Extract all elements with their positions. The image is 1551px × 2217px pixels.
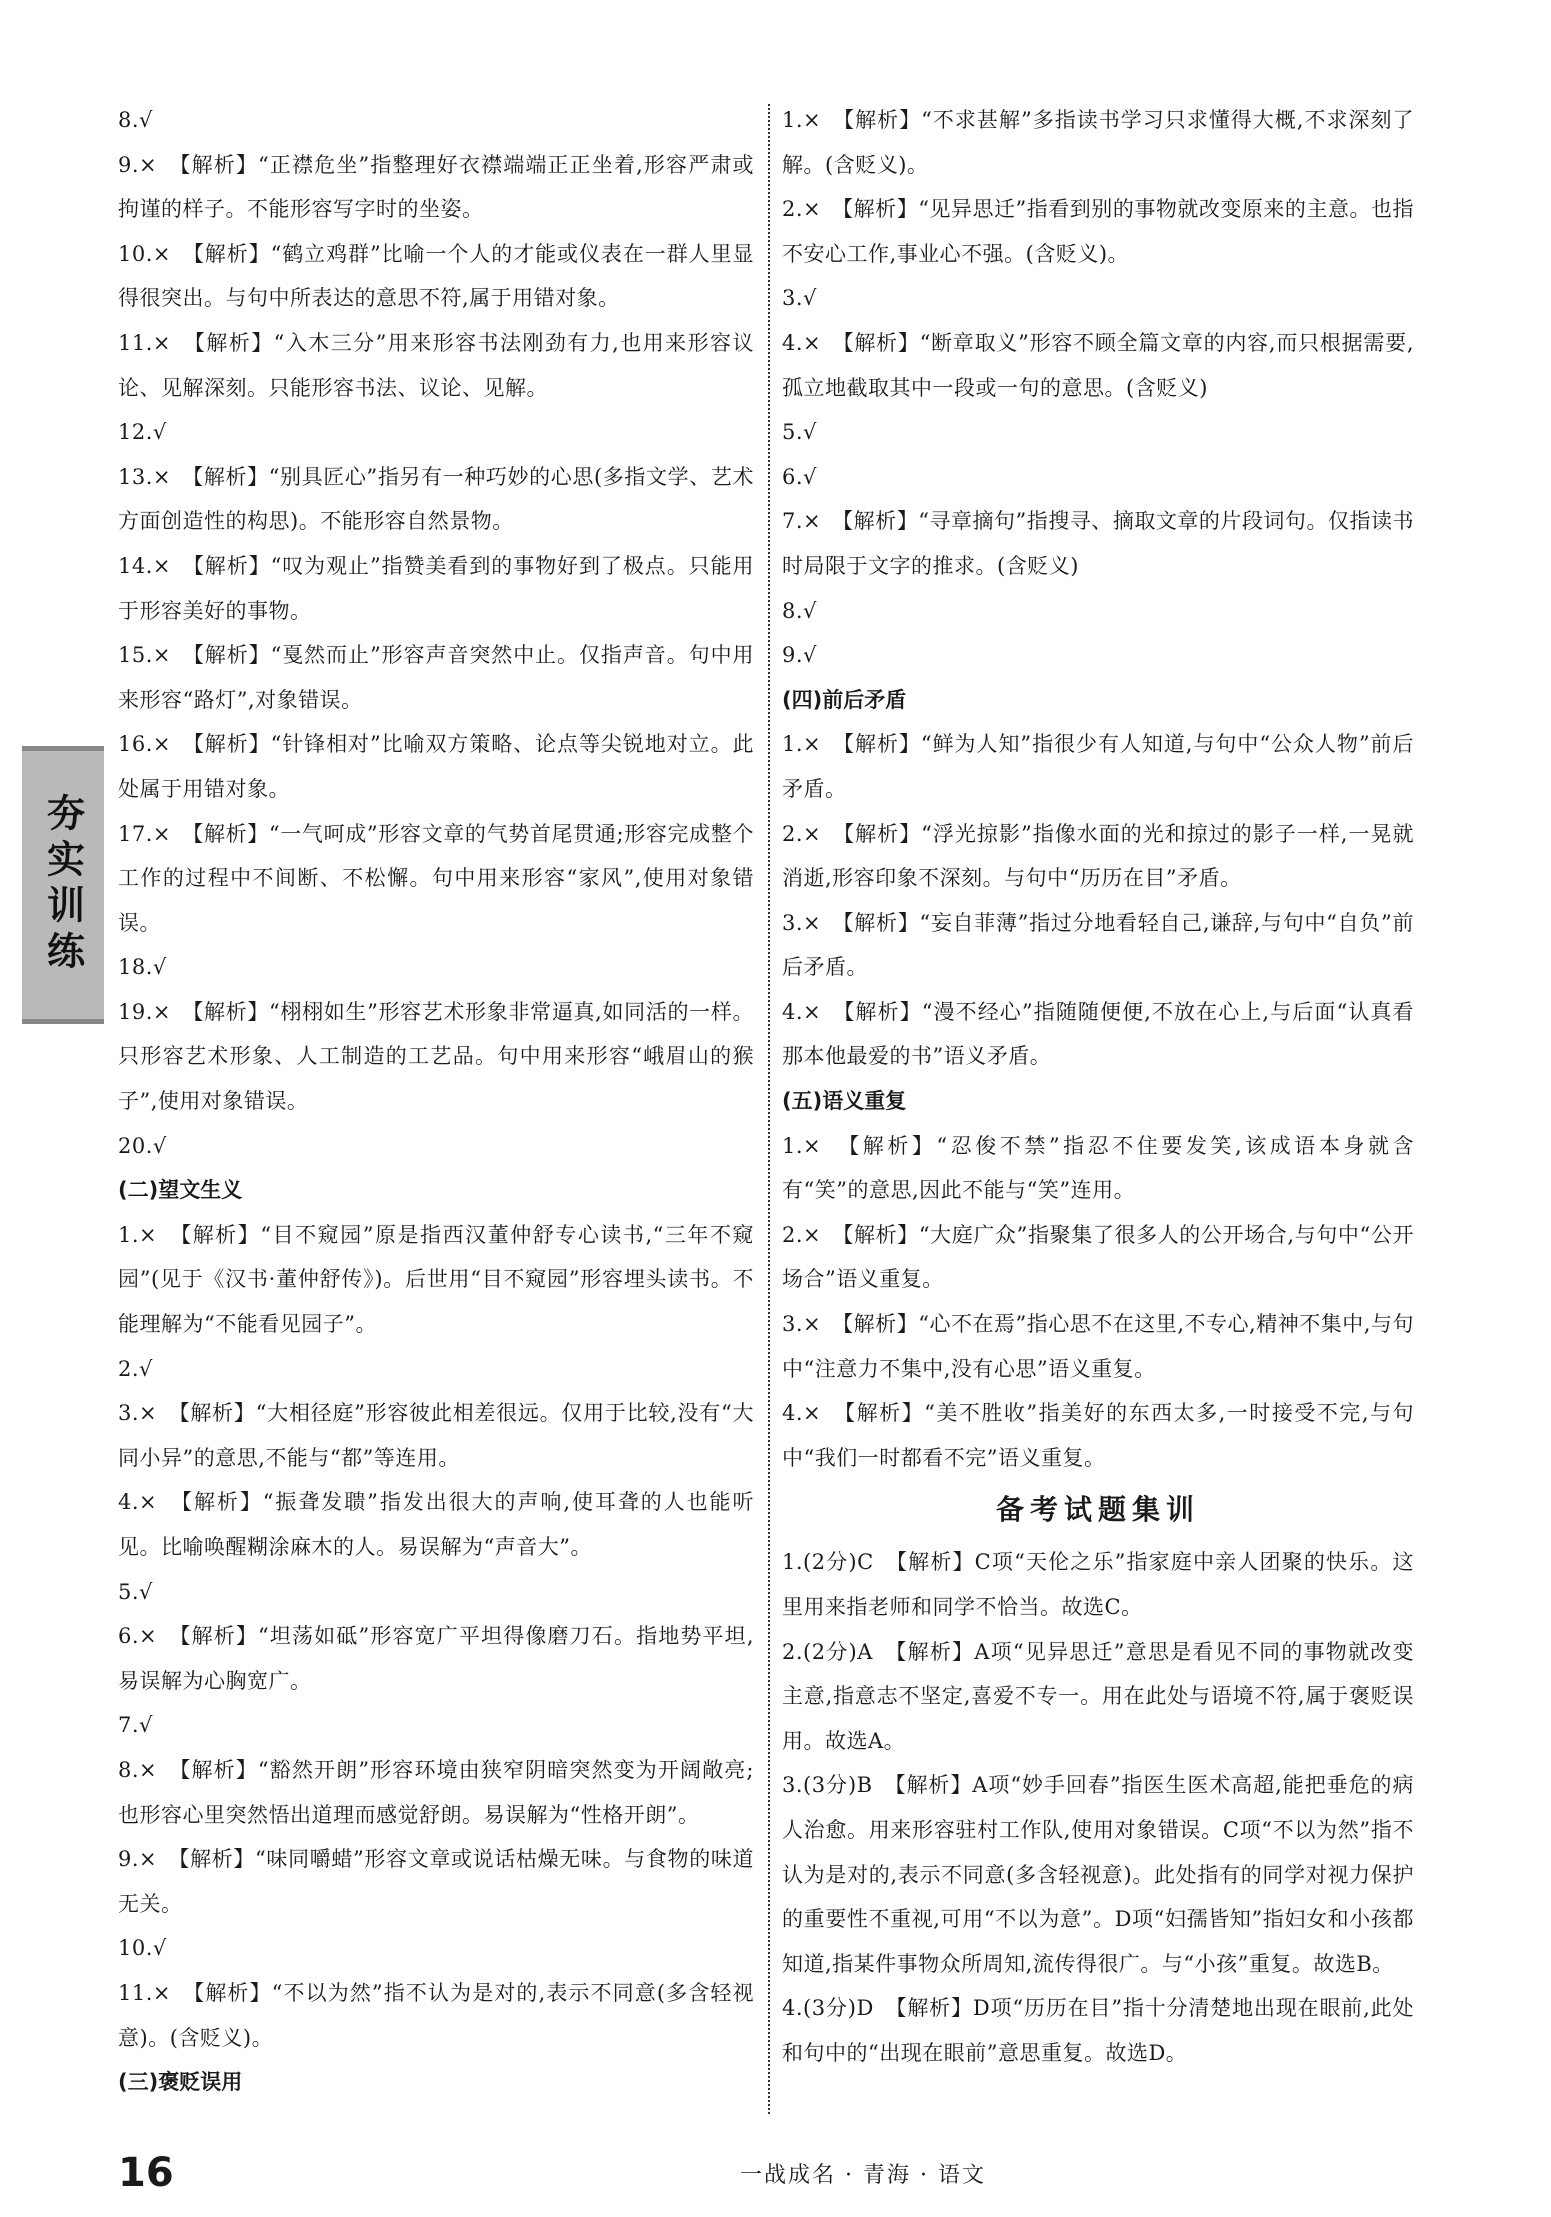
answer-entry: 18.√ <box>118 955 167 980</box>
answer-entry: 16.× 【解析】“针锋相对”比喻双方策略、论点等尖锐地对立。此处属于用错对象。 <box>118 732 754 801</box>
answer-entry: 14.× 【解析】“叹为观止”指赞美看到的事物好到了极点。只能用于形容美好的事物。 <box>118 553 754 623</box>
answer-entry: 9.× 【解析】“味同嚼蜡”形容文章或说话枯燥无味。与食物的味道无关。 <box>118 1847 754 1916</box>
answer-entry: 11.× 【解析】“不以为然”指不认为是对的,表示不同意(多含轻视意)。(含贬义)。 <box>118 1980 754 2050</box>
answer-entry: 6.√ <box>782 464 817 489</box>
answer-entry: 8.√ <box>118 108 153 132</box>
answer-entry: 8.× 【解析】“豁然开朗”形容环境由狭窄阴暗突然变为开阔敞亮;也形容心里突然悟出道理而感觉舒朗。易误解为“性格开朗”。 <box>118 1757 754 1827</box>
section-heading: (五)语义重复 <box>782 1089 907 1114</box>
answer-entry: 1.(2分)C 【解析】C项“天伦之乐”指家庭中亲人团聚的快乐。这里用来指老师和同学不恰当。故选C。 <box>782 1550 1414 1619</box>
answer-entry: 1.× 【解析】“不求甚解”多指读书学习只求懂得大概,不求深刻了解。(含贬义)。 <box>782 108 1414 177</box>
answer-entry: 2.× 【解析】“大庭广众”指聚集了很多人的公开场合,与句中“公开场合”语义重复。 <box>782 1222 1414 1292</box>
answer-entry: 4.(3分)D 【解析】D项“历历在目”指十分清楚地出现在眼前,此处和句中的“出现在眼前”意思重复。故选D。 <box>782 1996 1414 2065</box>
answer-entry: 5.√ <box>118 1579 153 1604</box>
answer-entry: 10.√ <box>118 1936 167 1961</box>
answer-entry: 4.× 【解析】“美不胜收”指美好的东西太多,一时接受不完,与句中“我们一时都看不完”语义重复。 <box>782 1401 1414 1470</box>
answer-entry: 19.× 【解析】“栩栩如生”形容艺术形象非常逼真,如同活的一样。只形容艺术形象、人工制造的工艺品。句中用来形容“峨眉山的猴子”,使用对象错误。 <box>118 999 754 1114</box>
left-column <box>118 98 754 2105</box>
answer-entry: 4.× 【解析】“断章取义”形容不顾全篇文章的内容,而只根据需要,孤立地截取其中一段或一句的意思。(含贬义) <box>782 330 1414 400</box>
answer-entry: 10.× 【解析】“鹤立鸡群”比喻一个人的才能或仪表在一群人里显得很突出。与句中所表达的意思不符,属于用错对象。 <box>118 241 754 311</box>
answer-entry: 12.√ <box>118 420 167 445</box>
answer-entry: 2.× 【解析】“见异思迁”指看到别的事物就改变原来的主意。也指不安心工作,事业心不强。(含贬义)。 <box>782 197 1414 266</box>
answer-entry: 8.√ <box>782 598 817 623</box>
answer-entry: 9.√ <box>782 643 817 668</box>
answer-entry: 11.× 【解析】“入木三分”用来形容书法刚劲有力,也用来形容议论、见解深刻。只能形容书法、议论、见解。 <box>118 330 754 400</box>
column-divider <box>768 104 770 2114</box>
answer-entry: 20.√ <box>118 1133 167 1158</box>
section-heading: (四)前后矛盾 <box>782 687 907 712</box>
side-tab <box>22 746 104 1024</box>
answer-entry: 3.× 【解析】“心不在焉”指心思不在这里,不专心,精神不集中,与句中“注意力不集中,没有心思”语义重复。 <box>782 1312 1414 1381</box>
answer-entry: 7.√ <box>118 1713 153 1738</box>
answer-entry: 1.× 【解析】“鲜为人知”指很少有人知道,与句中“公众人物”前后矛盾。 <box>782 732 1414 801</box>
page-footer: 一战成名 · 青海 · 语文 <box>740 2163 986 2188</box>
page-number: 16 <box>118 2150 174 2196</box>
answer-entry: 2.(2分)A 【解析】A项“见异思迁”意思是看见不同的事物就改变主意,指意志不坚定,喜爱不专一。用在此处与语境不符,属于褒贬误用。故选A。 <box>782 1639 1414 1753</box>
answer-entry: 17.× 【解析】“一气呵成”形容文章的气势首尾贯通;形容完成整个工作的过程中不间断、不松懈。句中用来形容“家风”,使用对象错误。 <box>118 821 754 935</box>
section-heading: (三)褒贬误用 <box>118 2070 243 2095</box>
answer-entry: 9.× 【解析】“正襟危坐”指整理好衣襟端端正正坐着,形容严肃或拘谨的样子。不能形容写字时的坐姿。 <box>118 152 754 222</box>
answer-entry: 1.× 【解析】“目不窥园”原是指西汉董仲舒专心读书,“三年不窥园”(见于《汉书·董仲舒传》)。后世用“目不窥园”形容埋头读书。不能理解为“不能看见园子”。 <box>118 1222 754 1337</box>
answer-entry: 4.× 【解析】“漫不经心”指随随便便,不放在心上,与后面“认真看那本他最爱的书”语义矛盾。 <box>782 999 1414 1069</box>
answer-entry: 4.× 【解析】“振聋发聩”指发出很大的声响,使耳聋的人也能听见。比喻唤醒糊涂麻木的人。易误解为“声音大”。 <box>118 1490 754 1559</box>
answer-entry: 3.√ <box>782 286 817 311</box>
answer-entry: 1.× 【解析】“忍俊不禁”指忍不住要发笑,该成语本身就含有“笑”的意思,因此不能与“笑”连用。 <box>782 1133 1414 1203</box>
answer-entry: 5.√ <box>782 420 817 445</box>
answer-entry: 3.(3分)B 【解析】A项“妙手回春”指医生医术高超,能把垂危的病人治愈。用来形容驻村工作队,使用对象错误。C项“不以为然”指不认为是对的,表示不同意(多含轻视意)。此处指有的同学对视力保护的重要性不重视,可用“不以为意”。D项“妇孺皆知”指妇女和小孩都知道,指某件事物众所周知,流传得很广。与“小孩”重复。故选B。 <box>782 1773 1414 1976</box>
answer-entry: 2.√ <box>118 1356 153 1381</box>
answer-entry: 7.× 【解析】“寻章摘句”指搜寻、摘取文章的片段词句。仅指读书时局限于文字的推求。(含贬义) <box>782 509 1414 578</box>
answer-entry: 13.× 【解析】“别具匠心”指另有一种巧妙的心思(多指文学、艺术方面创造性的构思)。不能形容自然景物。 <box>118 464 754 534</box>
answer-entry: 3.× 【解析】“大相径庭”形容彼此相差很远。仅用于比较,没有“大同小异”的意思,不能与“都”等连用。 <box>118 1401 754 1470</box>
section-heading: (二)望文生义 <box>118 1178 243 1203</box>
answer-entry: 2.× 【解析】“浮光掠影”指像水面的光和掠过的影子一样,一晃就消逝,形容印象不深刻。与句中“历历在目”矛盾。 <box>782 821 1414 891</box>
section-title: 备考试题集训 <box>995 1493 1200 1527</box>
side-tab-label: 夯实训练 <box>40 793 85 977</box>
right-column <box>782 98 1414 2076</box>
answer-entry: 6.× 【解析】“坦荡如砥”形容宽广平坦得像磨刀石。指地势平坦,易误解为心胸宽广。 <box>118 1624 754 1693</box>
answer-entry: 3.× 【解析】“妄自菲薄”指过分地看轻自己,谦辞,与句中“自负”前后矛盾。 <box>782 910 1414 980</box>
answer-entry: 15.× 【解析】“戛然而止”形容声音突然中止。仅指声音。句中用来形容“路灯”,对象错误。 <box>118 643 754 712</box>
